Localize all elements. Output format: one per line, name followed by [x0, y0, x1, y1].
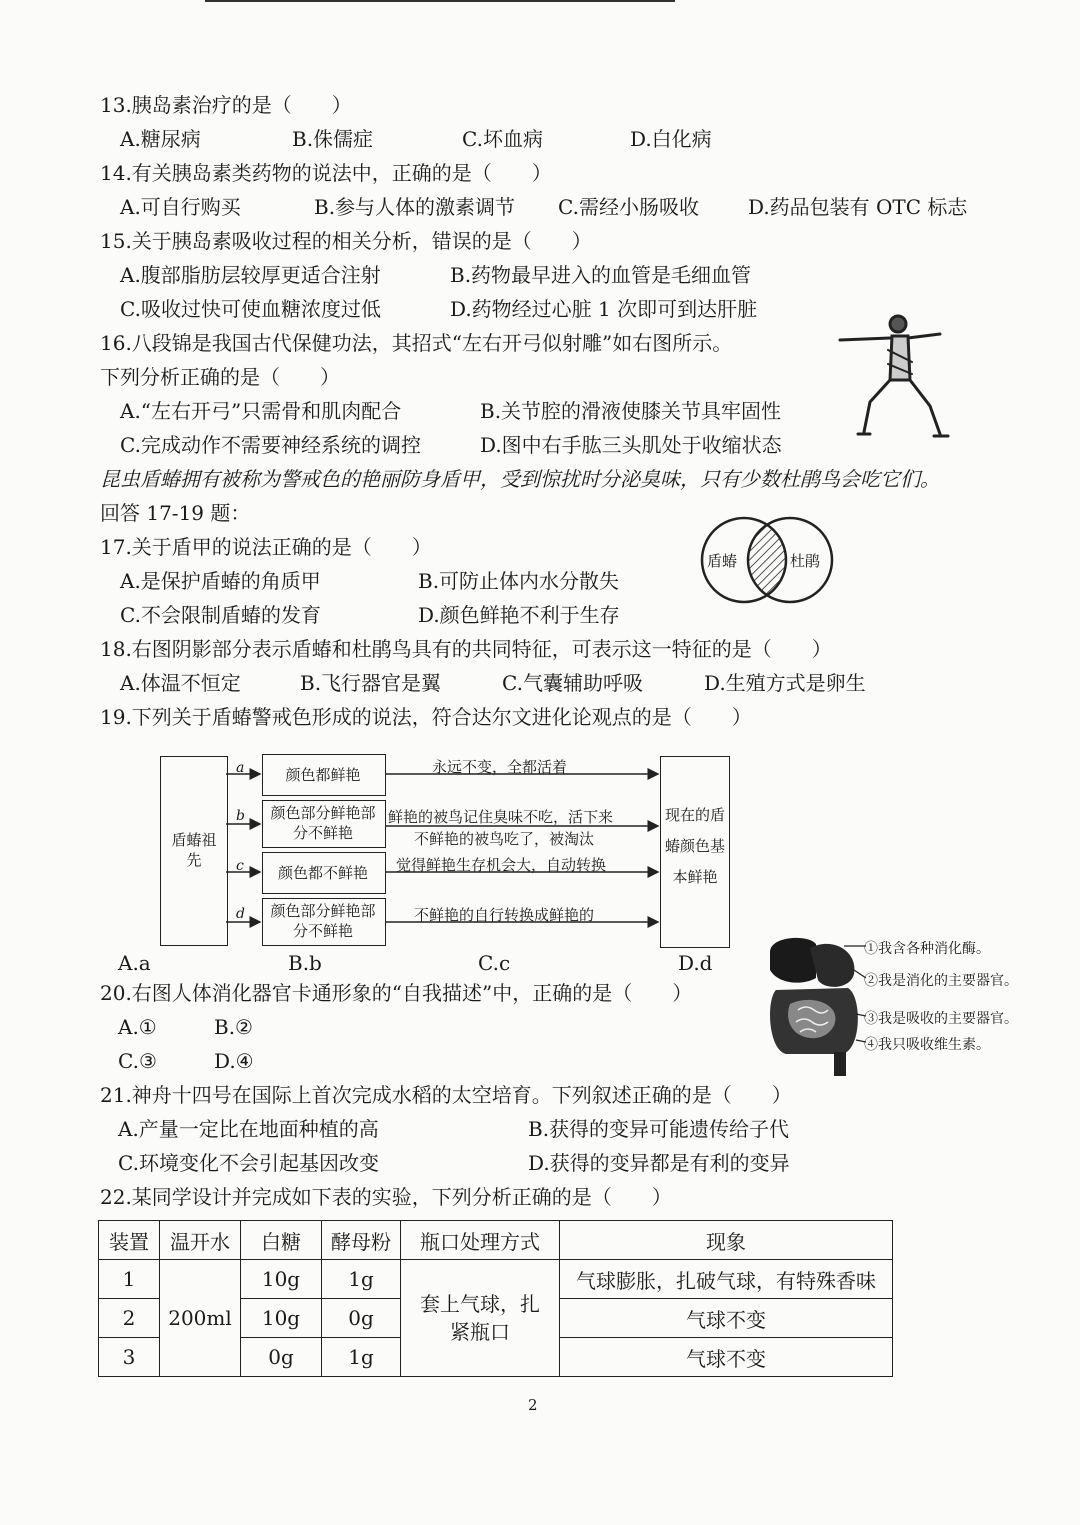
q15-option-d[interactable]: D.药物经过心脏 1 次即可到达肝脏	[450, 297, 758, 321]
q20-option-d[interactable]: D.④	[214, 1049, 254, 1073]
experiment-table	[98, 1220, 893, 1377]
organ-label-2: ②我是消化的主要器官。	[864, 973, 1018, 989]
digestive-system-illustration	[762, 930, 866, 1078]
q21-option-c[interactable]: C.环境变化不会引起基因改变	[118, 1151, 379, 1175]
q20-option-b[interactable]: B.②	[214, 1015, 253, 1039]
row2-yeast: 0g	[322, 1299, 401, 1338]
q14-stem: 14.有关胰岛素类药物的说法中，正确的是（ ）	[100, 161, 552, 185]
treatment-cell: 套上气球，扎紧瓶口	[401, 1260, 560, 1377]
header-device: 装置	[99, 1221, 160, 1260]
row1-result: 气球膨胀，扎破气球，有特殊香味	[560, 1260, 893, 1299]
q19-option-b[interactable]: B.b	[288, 951, 322, 975]
row3-yeast: 1g	[322, 1338, 401, 1377]
q22-stem: 22.某同学设计并完成如下表的实验，下列分析正确的是（ ）	[100, 1185, 672, 1209]
q15-stem: 15.关于胰岛素吸收过程的相关分析，错误的是（ ）	[100, 229, 592, 253]
q16-stem: 16.八段锦是我国古代保健功法，其招式“左右开弓似射雕”如右图所示。	[100, 331, 733, 355]
table-header-row	[99, 1221, 893, 1260]
row3-sugar: 0g	[241, 1338, 322, 1377]
venn-label-right: 杜鹃	[790, 552, 821, 570]
q19-stem: 19.下列关于盾蝽警戒色形成的说法，符合达尔文进化论观点的是（ ）	[100, 705, 752, 729]
q21-option-a[interactable]: A.产量一定比在地面种植的高	[118, 1117, 379, 1141]
water-cell: 200ml	[160, 1260, 241, 1377]
q15-option-b[interactable]: B.药物最早进入的血管是毛细血管	[450, 263, 752, 287]
branch-b-label: 颜色部分鲜艳部分不鲜艳	[270, 804, 376, 842]
header-water: 温开水	[160, 1221, 241, 1260]
q20-option-a[interactable]: A.①	[118, 1015, 157, 1039]
q13-option-c[interactable]: C.坏血病	[462, 127, 543, 151]
q14-option-d[interactable]: D.药品包装有 OTC 标志	[748, 195, 968, 219]
q18-option-b[interactable]: B.飞行器官是翼	[300, 671, 442, 695]
q14-option-a[interactable]: A.可自行购买	[120, 195, 241, 219]
organ-label-1: ①我含各种消化酶。	[864, 941, 990, 957]
q17-option-d[interactable]: D.颜色鲜艳不利于生存	[418, 603, 620, 627]
ancestor-label: 盾蝽祖先	[171, 831, 217, 869]
q18-option-a[interactable]: A.体温不恒定	[120, 671, 241, 695]
row2-result: 气球不变	[560, 1299, 893, 1338]
q16-stem-2: 下列分析正确的是（ ）	[100, 365, 340, 389]
q20-stem: 20.右图人体消化器官卡通形象的“自我描述”中，正确的是（ ）	[100, 981, 693, 1005]
branch-b-msg-2: 不鲜艳的被鸟吃了，被淘汰	[414, 830, 595, 848]
branch-letter-b: b	[236, 808, 245, 824]
q21-stem: 21.神舟十四号在国际上首次完成水稻的太空培育。下列叙述正确的是（ ）	[100, 1083, 792, 1107]
q17-option-b[interactable]: B.可防止体内水分散失	[418, 569, 620, 593]
row2-sugar: 10g	[241, 1299, 322, 1338]
row1-id: 1	[99, 1260, 160, 1299]
q17-stem: 17.关于盾甲的说法正确的是（ ）	[100, 535, 432, 559]
header-result: 现象	[560, 1221, 893, 1260]
organ-label-3: ③我是吸收的主要器官。	[864, 1011, 1018, 1027]
row3-result: 气球不变	[560, 1338, 893, 1377]
passage-line-2: 回答 17-19 题：	[100, 501, 251, 525]
branch-letter-a: a	[236, 760, 245, 776]
header-yeast: 酵母粉	[322, 1221, 401, 1260]
baduanjin-figure	[830, 310, 950, 440]
organ-label-4: ④我只吸收维生素。	[864, 1037, 990, 1053]
q15-option-a[interactable]: A.腹部脂肪层较厚更适合注射	[120, 263, 381, 287]
q18-stem: 18.右图阴影部分表示盾蝽和杜鹃鸟具有的共同特征，可表示这一特征的是（ ）	[100, 637, 832, 661]
venn-label-left: 盾蝽	[707, 552, 738, 570]
branch-letter-d: d	[236, 906, 245, 922]
q17-option-a[interactable]: A.是保护盾蝽的角质甲	[120, 569, 321, 593]
q21-option-d[interactable]: D.获得的变异都是有利的变异	[528, 1151, 790, 1175]
q13-option-b[interactable]: B.侏儒症	[292, 127, 374, 151]
passage-line-1: 昆虫盾蝽拥有被称为警戒色的艳丽防身盾甲，受到惊扰时分泌臭味，只有少数杜鹃鸟会吃它们。	[100, 467, 940, 491]
q19-option-a[interactable]: A.a	[118, 951, 151, 975]
branch-c-label: 颜色都不鲜艳	[277, 864, 368, 882]
q19-option-c[interactable]: C.c	[478, 951, 511, 975]
table-row	[99, 1260, 893, 1299]
q13-option-d[interactable]: D.白化病	[630, 127, 712, 151]
q20-option-c[interactable]: C.③	[118, 1049, 157, 1073]
q18-option-c[interactable]: C.气囊辅助呼吸	[502, 671, 643, 695]
q17-option-c[interactable]: C.不会限制盾蝽的发育	[120, 603, 321, 627]
q14-option-c[interactable]: C.需经小肠吸收	[558, 195, 699, 219]
branch-c-msg: 觉得鲜艳生存机会大，自动转换	[396, 856, 607, 874]
branch-a-label: 颜色都鲜艳	[285, 766, 361, 784]
q15-option-c[interactable]: C.吸收过快可使血糖浓度过低	[120, 297, 381, 321]
q13-option-a[interactable]: A.糖尿病	[120, 127, 201, 151]
header-sugar: 白糖	[241, 1221, 322, 1260]
q16-option-b[interactable]: B.关节腔的滑液使膝关节具牢固性	[480, 399, 782, 423]
scan-top-edge-line	[205, 0, 675, 2]
q19-option-d[interactable]: D.d	[678, 951, 713, 975]
row1-yeast: 1g	[322, 1260, 401, 1299]
branch-a-msg: 永远不变，全都活着	[432, 758, 568, 776]
branch-letter-c: c	[236, 858, 244, 874]
header-treatment: 瓶口处理方式	[401, 1221, 560, 1260]
q13-stem: 13.胰岛素治疗的是（ ）	[100, 93, 352, 117]
row1-sugar: 10g	[241, 1260, 322, 1299]
branch-d-label: 颜色部分鲜艳部分不鲜艳	[270, 902, 376, 940]
row2-id: 2	[99, 1299, 160, 1338]
branch-b-msg: 鲜艳的被鸟记住臭味不吃，活下来	[388, 808, 614, 826]
q18-option-d[interactable]: D.生殖方式是卵生	[704, 671, 866, 695]
page-number: 2	[528, 1396, 538, 1414]
q16-option-c[interactable]: C.完成动作不需要神经系统的调控	[120, 433, 421, 457]
q16-option-a[interactable]: A.“左右开弓”只需骨和肌肉配合	[120, 399, 402, 423]
row3-id: 3	[99, 1338, 160, 1377]
result-label: 现在的盾蝽颜色基本鲜艳	[664, 806, 725, 886]
q14-option-b[interactable]: B.参与人体的激素调节	[314, 195, 516, 219]
branch-d-msg: 不鲜艳的自行转换成鲜艳的	[414, 906, 595, 924]
q21-option-b[interactable]: B.获得的变异可能遗传给子代	[528, 1117, 790, 1141]
q16-option-d[interactable]: D.图中右手肱三头肌处于收缩状态	[480, 433, 782, 457]
